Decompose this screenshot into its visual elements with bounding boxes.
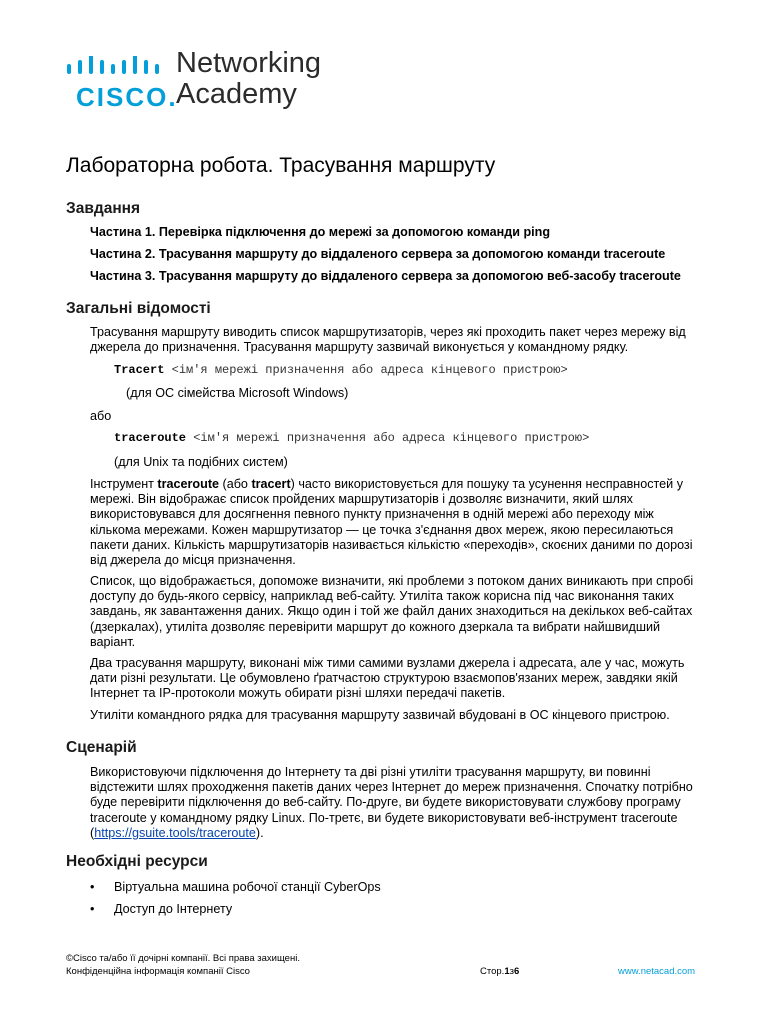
page-separator: з	[509, 966, 514, 977]
background-intro	[90, 325, 700, 355]
text-run: (	[90, 825, 95, 840]
logo-line-networking: Networking	[176, 47, 322, 79]
resource-text: Віртуальна машина робочої станції CyberOps	[114, 880, 381, 894]
tracert-command	[114, 363, 568, 377]
resources-heading: Необхідні ресурси	[66, 853, 208, 870]
page-total: 6	[513, 966, 520, 977]
traceroute-bold: traceroute	[157, 477, 220, 491]
page-title: Лабораторна робота. Трасування маршруту	[66, 154, 496, 177]
footer-copyright	[66, 952, 300, 978]
or-text: або	[90, 409, 112, 423]
background-heading: Загальні відомості	[66, 300, 211, 317]
text-line: дати різні результати. Це обумовлено ґратчастою структурою взаємопов'язаних мереж, завдяки якій	[90, 671, 678, 686]
page-current: 1	[504, 966, 510, 977]
text-line: (дзеркалах), утиліта дозволяє перевірити маршрут до кожного дзеркала та вибрати найшвидший	[90, 619, 661, 634]
background-paragraph-3	[90, 656, 700, 702]
traceroute-note: (для Unix та подібних систем)	[114, 455, 288, 469]
scenario-paragraph	[90, 765, 700, 841]
cisco-wordmark: CISCO.	[76, 82, 178, 112]
bullet-icon: •	[90, 880, 95, 894]
bullet-icon: •	[90, 902, 95, 916]
tracert-bold: tracert	[251, 477, 291, 491]
networking-academy-text	[176, 48, 321, 110]
cisco-networking-academy-logo	[66, 48, 336, 118]
gsuite-traceroute-link[interactable]: https://gsuite.tools/traceroute	[94, 825, 256, 840]
objectives-heading: Завдання	[66, 200, 141, 217]
text-line: доступу до будь-якого сервісу, наприклад веб-сайту. Утиліта також корисна під час виконання таких	[90, 589, 674, 604]
text-line: завдань, як завантаження даних. Якщо один і той же файл даних знаходиться на декількох веб-сайтах	[90, 604, 693, 619]
text-line	[90, 477, 700, 492]
resource-item	[90, 880, 381, 894]
text-line	[90, 826, 700, 841]
text-run: ) часто використовується для пошуку та усунення несправностей у	[290, 477, 683, 491]
text-line: використовувався для досягнення певного пункту призначення в одній мережі або переходу між	[90, 507, 654, 522]
text-line: буде перевірити підключення до веб-сайту. По-друге, ви будете використовувати службову програму	[90, 795, 681, 810]
objective-part-1: Частина 1. Перевірка підключення до мережі за допомогою команди ping	[90, 225, 551, 239]
text-line: джерела до призначення. Трасування маршруту зазвичай виконується у командному рядку.	[90, 340, 629, 355]
text-line: Два трасування маршруту, виконані між тими самими вузлами джерела і адресата, але у час, можуть	[90, 656, 685, 670]
background-paragraph-2	[90, 574, 700, 650]
text-line: від джерела до місця призначення.	[90, 553, 296, 568]
traceroute-command-arg: <ім'я мережі призначення або адреса кінцевого пристрою>	[186, 431, 590, 445]
text-line: відстежити шлях проходження пакетів даних через Інтернет до мереж призначення. Спочатку потрібно	[90, 780, 693, 795]
background-paragraph-4: Утиліти командного рядка для трасування маршруту зазвичай вбудовані в ОС кінцевого пристрою.	[90, 708, 670, 722]
text-line: кількома мережами. Кожен маршрутизатор — це точка з'єднання двох мереж, якою пересилаються	[90, 522, 674, 537]
objective-part-3: Частина 3. Трасування маршруту до віддаленого сервера за допомогою веб-засобу traceroute	[90, 269, 681, 283]
text-line: traceroute у командному рядку Linux. По-третє, ви будете використовувати веб-інструмент traceroute	[90, 810, 678, 825]
text-line: пакети даних. Кількість маршрутизаторів називається кількістю «переходів», скоєних даними по дорозі	[90, 537, 693, 552]
objective-part-2: Частина 2. Трасування маршруту до віддаленого сервера за допомогою команди traceroute	[90, 247, 666, 261]
text-run: ).	[255, 825, 264, 840]
copyright-line: ©Cisco та/або її дочірні компанії. Всі права захищені.	[66, 953, 300, 964]
text-line: Список, що відображається, допоможе визначити, які проблеми з потоком даних виникають при спробі	[90, 574, 694, 588]
logo-line-academy: Academy	[176, 78, 297, 110]
traceroute-command	[114, 431, 589, 445]
text-line: Використовуючи підключення до Інтернету та дві різні утиліти трасування маршруту, ви повинні	[90, 765, 651, 779]
page-prefix: Стор.	[480, 966, 505, 977]
confidential-line: Конфіденційна інформація компанії Cisco	[66, 966, 250, 977]
text-line: мережі. Він відображає список пройдених маршрутизаторів і дозволяє визначити, який шлях	[90, 492, 633, 507]
tracert-command-name: Tracert	[114, 363, 165, 377]
text-line: Інтернет та IP-протоколи можуть обирати різні шляхи передачі пакетів.	[90, 686, 506, 701]
text-run: (або	[219, 477, 252, 491]
scenario-heading: Сценарій	[66, 739, 137, 756]
resource-item	[90, 902, 232, 916]
text-line: Трасування маршруту виводить список маршрутизаторів, через які проходить пакет через мережу від	[90, 325, 686, 339]
traceroute-command-name: traceroute	[114, 431, 187, 445]
tracert-note: (для ОС сімейства Microsoft Windows)	[126, 386, 349, 400]
tracert-command-arg: <ім'я мережі призначення або адреса кінцевого пристрою>	[164, 363, 568, 377]
page-number	[480, 965, 519, 978]
text-line: варіант.	[90, 634, 136, 649]
resource-text: Доступ до Інтернету	[114, 902, 233, 916]
cisco-bars-icon	[66, 56, 166, 78]
background-paragraph-1	[90, 477, 700, 568]
netacad-website-link[interactable]: www.netacad.com	[618, 966, 696, 977]
text-run: Інструмент	[90, 477, 158, 491]
